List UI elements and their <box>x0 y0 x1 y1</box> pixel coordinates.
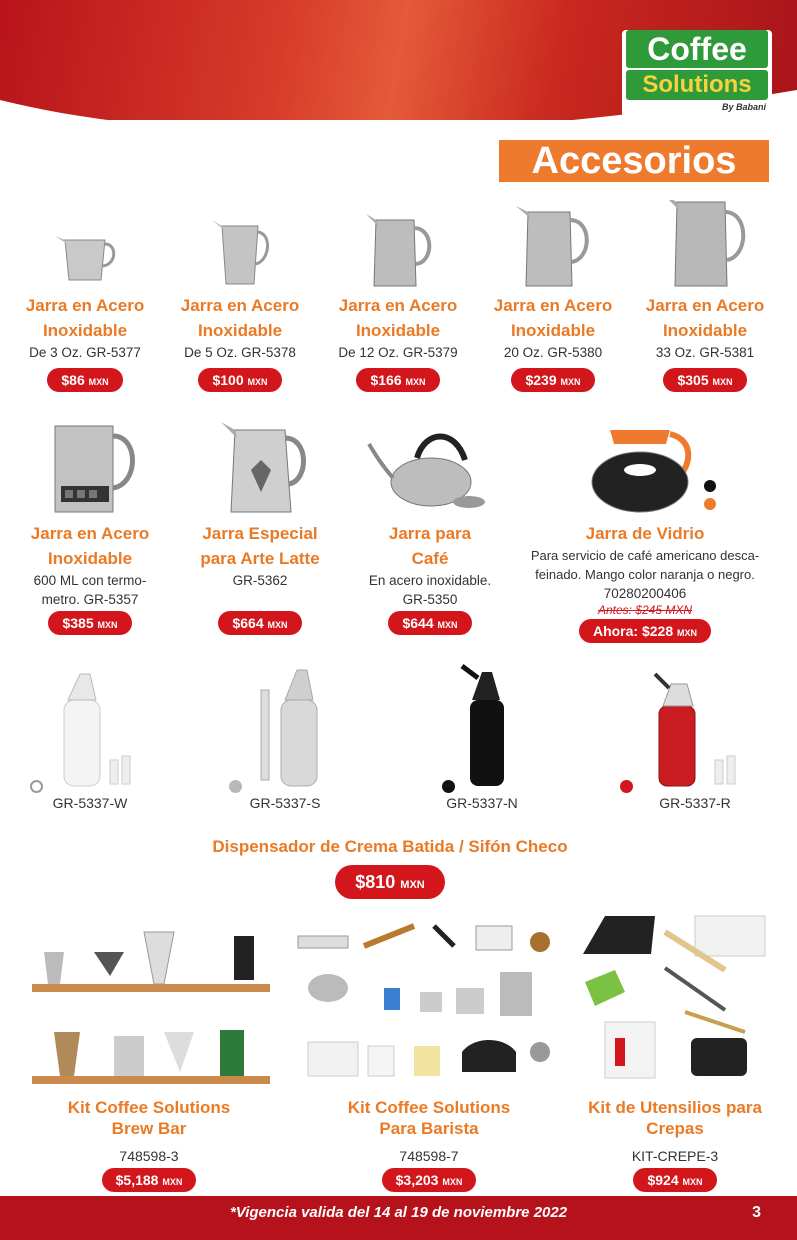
pitcher-image <box>655 200 755 288</box>
siphon-white[interactable] <box>10 660 170 826</box>
product-desc: 33 Oz. GR-5381 <box>655 345 755 360</box>
product-name: Jarra Especial <box>202 524 318 543</box>
price-badge: $924 MXN <box>633 1168 716 1192</box>
product-name-2: Inoxidable <box>355 321 441 340</box>
kit-brew-bar[interactable] <box>20 912 278 1192</box>
product-desc: En acero inoxidable. <box>368 573 492 588</box>
product-name-2: Inoxidable <box>510 321 596 340</box>
price-badge: $664 MXN <box>218 611 301 635</box>
page-number: 3 <box>752 1204 761 1221</box>
latte-pitcher-image <box>205 420 315 516</box>
kit-brew-bar-image <box>24 912 274 1090</box>
product-coffee-kettle[interactable] <box>350 420 510 635</box>
section-title: Accesorios <box>499 140 769 182</box>
old-price: Antes: $245 MXN <box>597 603 693 617</box>
kit-crepes-image <box>575 912 775 1090</box>
siphon-red-image <box>625 660 765 790</box>
pitcher-image <box>200 200 280 288</box>
price-badge: $86 MXN <box>47 368 122 392</box>
product-name-2: Inoxidable <box>197 321 283 340</box>
kit-name-2: Crepas <box>646 1119 704 1138</box>
product-name-2: para Arte Latte <box>200 549 320 568</box>
glass-carafe-image <box>570 420 720 516</box>
siphon-title: Dispensador de Crema Batida / Sifón Checo <box>212 837 568 856</box>
product-latte-art-pitcher[interactable] <box>180 420 340 635</box>
siphon-red[interactable] <box>610 660 780 826</box>
product-glass-carafe[interactable] <box>520 420 770 643</box>
kit-name: Kit Coffee Solutions <box>347 1098 511 1117</box>
price-badge: $166 MXN <box>356 368 439 392</box>
kit-name: Kit de Utensilios para <box>588 1098 762 1117</box>
pitcher-image <box>508 200 598 288</box>
kit-code: 748598-7 <box>399 1148 459 1164</box>
product-desc: De 3 Oz. GR-5377 <box>29 345 141 360</box>
variant-code: GR-5337-R <box>659 795 731 811</box>
product-code: 70280200406 <box>603 586 687 601</box>
siphon-silver[interactable] <box>205 660 365 826</box>
product-name: Jarra para <box>388 524 472 543</box>
variant-code: GR-5337-S <box>249 795 321 811</box>
color-swatch-silver <box>229 780 242 793</box>
product-name: Jarra de Vidrio <box>585 524 705 543</box>
price-badge: $644 MXN <box>388 611 471 635</box>
kit-crepes[interactable] <box>570 912 780 1192</box>
product-pitcher-12oz[interactable] <box>318 200 478 392</box>
siphon-black[interactable] <box>402 660 562 826</box>
pitcher-image <box>358 200 438 288</box>
product-name: Jarra en Acero <box>30 524 150 543</box>
product-desc-2 <box>180 590 340 609</box>
brand-logo <box>622 30 772 118</box>
product-name: Jarra en Acero <box>25 296 145 315</box>
product-pitcher-thermometer[interactable] <box>5 420 175 635</box>
kettle-image <box>365 420 495 516</box>
variant-code: GR-5337-N <box>446 795 518 811</box>
product-desc: 20 Oz. GR-5380 <box>503 345 603 360</box>
price-badge: $5,188 MXN <box>102 1168 197 1192</box>
footer-bar <box>0 1196 797 1240</box>
product-name: Jarra en Acero <box>180 296 300 315</box>
kit-name-2: Brew Bar <box>111 1119 187 1138</box>
product-desc: De 12 Oz. GR-5379 <box>338 345 458 360</box>
product-desc-2: feinado. Mango color naranja o negro. <box>535 567 755 582</box>
product-name-2: Inoxidable <box>662 321 748 340</box>
logo-solutions: Solutions <box>626 70 768 100</box>
product-desc: GR-5362 <box>232 573 288 588</box>
siphon-black-image <box>422 660 542 790</box>
siphon-white-image <box>30 660 150 790</box>
kit-code: KIT-CREPE-3 <box>631 1148 719 1164</box>
product-name: Jarra en Acero <box>645 296 765 315</box>
product-desc-2: GR-5350 <box>402 592 458 607</box>
price-badge: $3,203 MXN <box>382 1168 477 1192</box>
siphon-silver-image <box>225 660 345 790</box>
variant-code: GR-5337-W <box>52 795 128 811</box>
kit-code: 748598-3 <box>119 1148 179 1164</box>
product-name-2: Café <box>411 549 449 568</box>
color-swatch-red <box>620 780 633 793</box>
product-desc: Para servicio de café americano desca- <box>530 548 760 563</box>
siphon-group[interactable] <box>150 834 630 899</box>
kit-name-2: Para Barista <box>379 1119 479 1138</box>
kit-name: Kit Coffee Solutions <box>67 1098 231 1117</box>
price-badge: $305 MXN <box>663 368 746 392</box>
color-swatch-white <box>30 780 43 793</box>
validity-note: *Vigencia valida del 14 al 19 de noviembre 2022 <box>229 1204 568 1221</box>
product-desc-2: metro. GR-5357 <box>41 592 139 607</box>
logo-coffee: Coffee <box>626 30 768 68</box>
kit-barista-image <box>294 912 564 1090</box>
price-badge: $239 MXN <box>511 368 594 392</box>
product-desc: De 5 Oz. GR-5378 <box>184 345 296 360</box>
product-pitcher-33oz[interactable] <box>625 200 785 392</box>
product-name: Jarra en Acero <box>338 296 458 315</box>
product-name-2: Inoxidable <box>47 549 133 568</box>
product-pitcher-3oz[interactable] <box>5 200 165 392</box>
product-pitcher-5oz[interactable] <box>160 200 320 392</box>
kit-barista[interactable] <box>290 912 568 1192</box>
price-badge: Ahora: $228 MXN <box>579 619 711 643</box>
siphon-price-badge: $810 MXN <box>335 865 445 899</box>
price-badge: $385 MXN <box>48 611 131 635</box>
product-pitcher-20oz[interactable] <box>473 200 633 392</box>
product-desc: 600 ML con termo- <box>33 573 147 588</box>
product-name-2: Inoxidable <box>42 321 128 340</box>
color-swatch-black <box>442 780 455 793</box>
product-name: Jarra en Acero <box>493 296 613 315</box>
price-badge: $100 MXN <box>198 368 281 392</box>
pitcher-image <box>45 200 125 288</box>
pitcher-thermometer-image <box>35 420 145 516</box>
logo-by: By Babani <box>721 102 766 112</box>
